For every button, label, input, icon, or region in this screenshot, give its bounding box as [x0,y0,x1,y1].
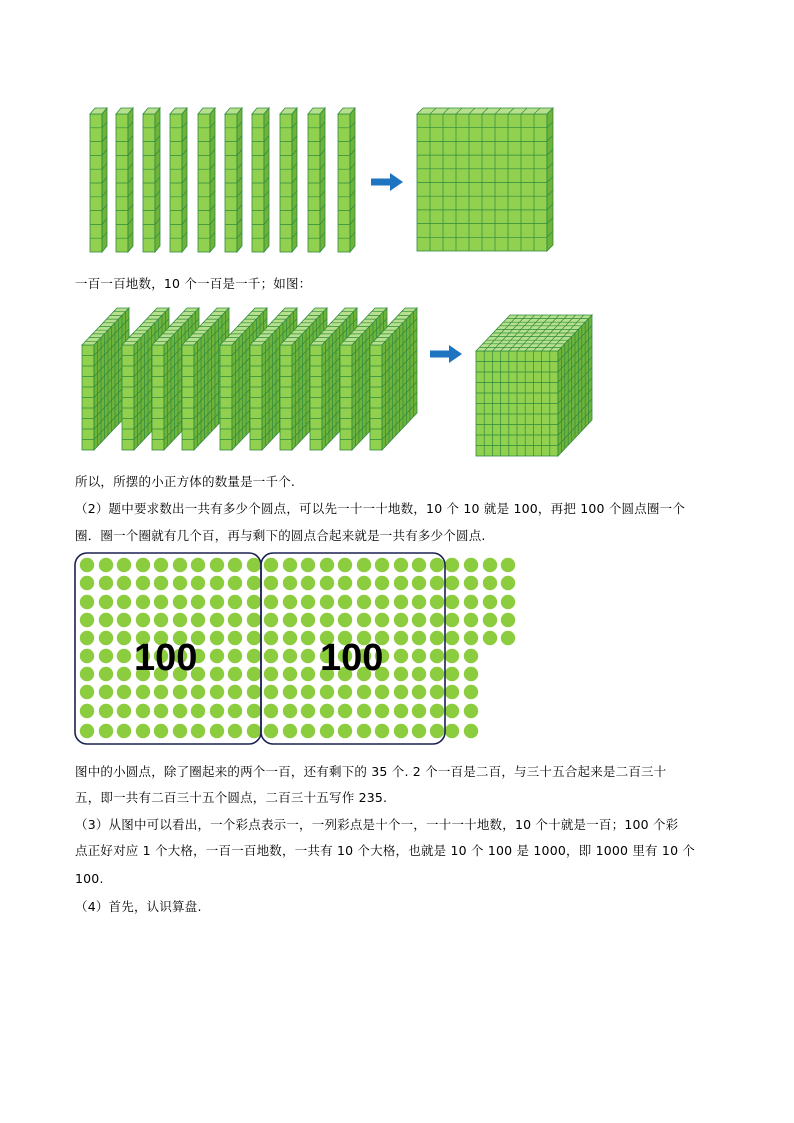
dot [283,595,297,609]
dot [80,631,94,645]
dot [412,685,426,699]
dot [301,704,315,718]
dot [154,685,168,699]
dot [247,667,261,681]
text-line-10: （4）首先，认识算盘. [75,899,202,914]
dot [338,724,352,738]
dot [283,667,297,681]
dot [430,613,444,627]
dot [375,576,389,590]
dot [99,631,113,645]
dot [357,704,371,718]
dot [264,685,278,699]
text-line-1: 一百一百地数，10 个一百是一千；如图： [75,276,312,291]
dot [210,558,224,572]
dot [191,704,205,718]
dot [117,613,131,627]
dot [412,724,426,738]
text-line-8: 点正好对应 1 个大格，一百一百地数，一共有 10 个大格，也就是 10 个 100 是 1000，即 1000 里有 10 个 [75,843,696,858]
dot [375,613,389,627]
dot [154,613,168,627]
dot [247,613,261,627]
dot [228,667,242,681]
dot [228,704,242,718]
dot [117,667,131,681]
arrow-icon [430,345,462,363]
dot [264,704,278,718]
dot [228,685,242,699]
dot [430,704,444,718]
dot [247,704,261,718]
dot [357,724,371,738]
dot [99,649,113,663]
dot [80,558,94,572]
dot [80,649,94,663]
dot [80,576,94,590]
ten-rod [143,108,160,252]
dot [430,631,444,645]
dot [264,595,278,609]
dot [191,558,205,572]
dot [210,724,224,738]
dot [117,631,131,645]
dot [283,613,297,627]
dot [283,724,297,738]
dot [394,613,408,627]
dot [136,576,150,590]
dot [264,576,278,590]
dot [430,649,444,663]
dot [445,667,459,681]
text-line-6: 五，即一共有二百三十五个圆点，二百三十五写作 235. [75,790,388,805]
dot [301,649,315,663]
dot [320,704,334,718]
dot [301,558,315,572]
dot [154,724,168,738]
dot [283,631,297,645]
dot [375,704,389,718]
ten-rod [116,108,133,252]
dot [99,667,113,681]
ten-rod [170,108,187,252]
dot [117,576,131,590]
dot [464,576,478,590]
text-line-2: 所以，所摆的小正方体的数量是一千个. [75,474,296,489]
dot [375,685,389,699]
dot [136,724,150,738]
dot [228,613,242,627]
dot [445,595,459,609]
dot [430,576,444,590]
dot [99,576,113,590]
dot [283,685,297,699]
ten-rod [90,108,107,252]
hundred-flat [417,108,553,251]
dot [210,595,224,609]
group-label-second-hundred: 100 [320,637,384,679]
dot [173,613,187,627]
dot [445,704,459,718]
dot [394,558,408,572]
dot [412,576,426,590]
dot [338,595,352,609]
dot [301,576,315,590]
ten-rod [252,108,269,252]
ten-rod [225,108,242,252]
text-line-5: 图中的小圆点，除了圈起来的两个一百，还有剩下的 35 个. 2 个一百是二百，与三十五合起来是二百三十 [75,764,667,779]
dot [338,613,352,627]
dot [412,595,426,609]
dot [191,576,205,590]
ten-rod [198,108,215,252]
dot [483,595,497,609]
dot [445,558,459,572]
dot [394,649,408,663]
ten-rod [338,108,355,252]
dot [301,613,315,627]
dot [247,724,261,738]
dot [117,595,131,609]
dot [99,558,113,572]
dot [338,576,352,590]
dot [301,685,315,699]
flats-to-cube-figure [82,308,592,456]
dot [173,724,187,738]
dot [191,685,205,699]
dot [136,558,150,572]
dot [210,576,224,590]
dot [283,558,297,572]
dot [210,667,224,681]
dot [173,685,187,699]
dot [445,649,459,663]
dot [320,595,334,609]
dot [375,558,389,572]
dot [464,704,478,718]
dot [228,649,242,663]
dot [320,613,334,627]
dot [80,685,94,699]
dot [445,576,459,590]
dot [394,576,408,590]
dot [375,724,389,738]
dot [412,613,426,627]
dot [283,704,297,718]
dot [228,724,242,738]
dot [210,704,224,718]
dot [501,576,515,590]
dot [80,724,94,738]
dot [430,724,444,738]
group-label-first-hundred: 100 [134,637,198,679]
dot [501,613,515,627]
dot [412,667,426,681]
dot [394,631,408,645]
dot [154,595,168,609]
dot [210,631,224,645]
dot [247,631,261,645]
dot [136,685,150,699]
dot [483,576,497,590]
dot [464,613,478,627]
dot [228,631,242,645]
dot [464,667,478,681]
dot [264,667,278,681]
dot [154,704,168,718]
dot [117,558,131,572]
dot [320,558,334,572]
dot [301,631,315,645]
dot [154,558,168,572]
text-line-3: （2）题中要求数出一共有多少个圆点，可以先一十一十地数，10 个 10 就是 100，再把 100 个圆点圈一个 [75,501,686,516]
dot [99,685,113,699]
ten-rod [280,108,297,252]
dot [264,613,278,627]
dot [228,576,242,590]
dot [301,595,315,609]
dot [136,613,150,627]
dot [80,595,94,609]
dot [464,685,478,699]
dot [483,631,497,645]
dot [173,576,187,590]
dot [117,649,131,663]
dot [136,595,150,609]
dot [301,667,315,681]
dot [283,649,297,663]
dot [247,576,261,590]
dot [80,704,94,718]
dot [357,576,371,590]
dot [99,724,113,738]
dot [412,649,426,663]
dot [320,685,334,699]
dot [173,704,187,718]
dot [320,576,334,590]
dot [210,613,224,627]
dot [464,724,478,738]
dot [264,724,278,738]
dot [338,704,352,718]
dot [357,685,371,699]
dot [191,595,205,609]
dot [338,558,352,572]
dot [394,667,408,681]
dot [430,667,444,681]
dot [80,667,94,681]
dot [173,595,187,609]
dot [210,685,224,699]
dot [464,649,478,663]
dot [320,724,334,738]
dot [228,595,242,609]
dot [80,613,94,627]
dot [394,595,408,609]
dot [394,704,408,718]
dot [445,724,459,738]
dot [501,558,515,572]
dot [464,558,478,572]
dot [464,631,478,645]
dot [483,558,497,572]
dot [338,685,352,699]
dot [430,595,444,609]
dot [117,685,131,699]
dot [264,649,278,663]
dot [501,631,515,645]
dot [412,704,426,718]
dot [283,576,297,590]
dot [264,631,278,645]
dot [412,558,426,572]
dot [228,558,242,572]
dot [357,595,371,609]
dot [357,558,371,572]
thousand-cube [476,315,592,456]
dot [117,704,131,718]
dot [301,724,315,738]
dot [99,613,113,627]
dot [445,631,459,645]
dot [445,613,459,627]
arrow-icon [371,173,403,191]
dot [394,724,408,738]
dot [412,631,426,645]
dot [210,649,224,663]
dot [445,685,459,699]
dot [394,685,408,699]
dot [191,724,205,738]
dot [501,595,515,609]
dot [247,649,261,663]
rods-to-flat-figure [90,108,553,252]
text-line-4: 圈．圈一个圈就有几个百，再与剩下的圆点合起来就是一共有多少个圆点. [75,528,486,543]
dot [375,595,389,609]
dot [136,704,150,718]
dot [247,595,261,609]
ten-rod [308,108,325,252]
dot [154,576,168,590]
dot [357,613,371,627]
dot [173,558,187,572]
dot [99,595,113,609]
dot [464,595,478,609]
dot [264,558,278,572]
text-line-7: （3）从图中可以看出，一个彩点表示一，一列彩点是十个一，一十一十地数，10 个十就是一百；100 个彩 [75,817,679,832]
dot [430,685,444,699]
dot [191,613,205,627]
dot [117,724,131,738]
dot [99,704,113,718]
dot [247,685,261,699]
dot [483,613,497,627]
text-line-9: 100. [75,871,104,886]
dot [430,558,444,572]
